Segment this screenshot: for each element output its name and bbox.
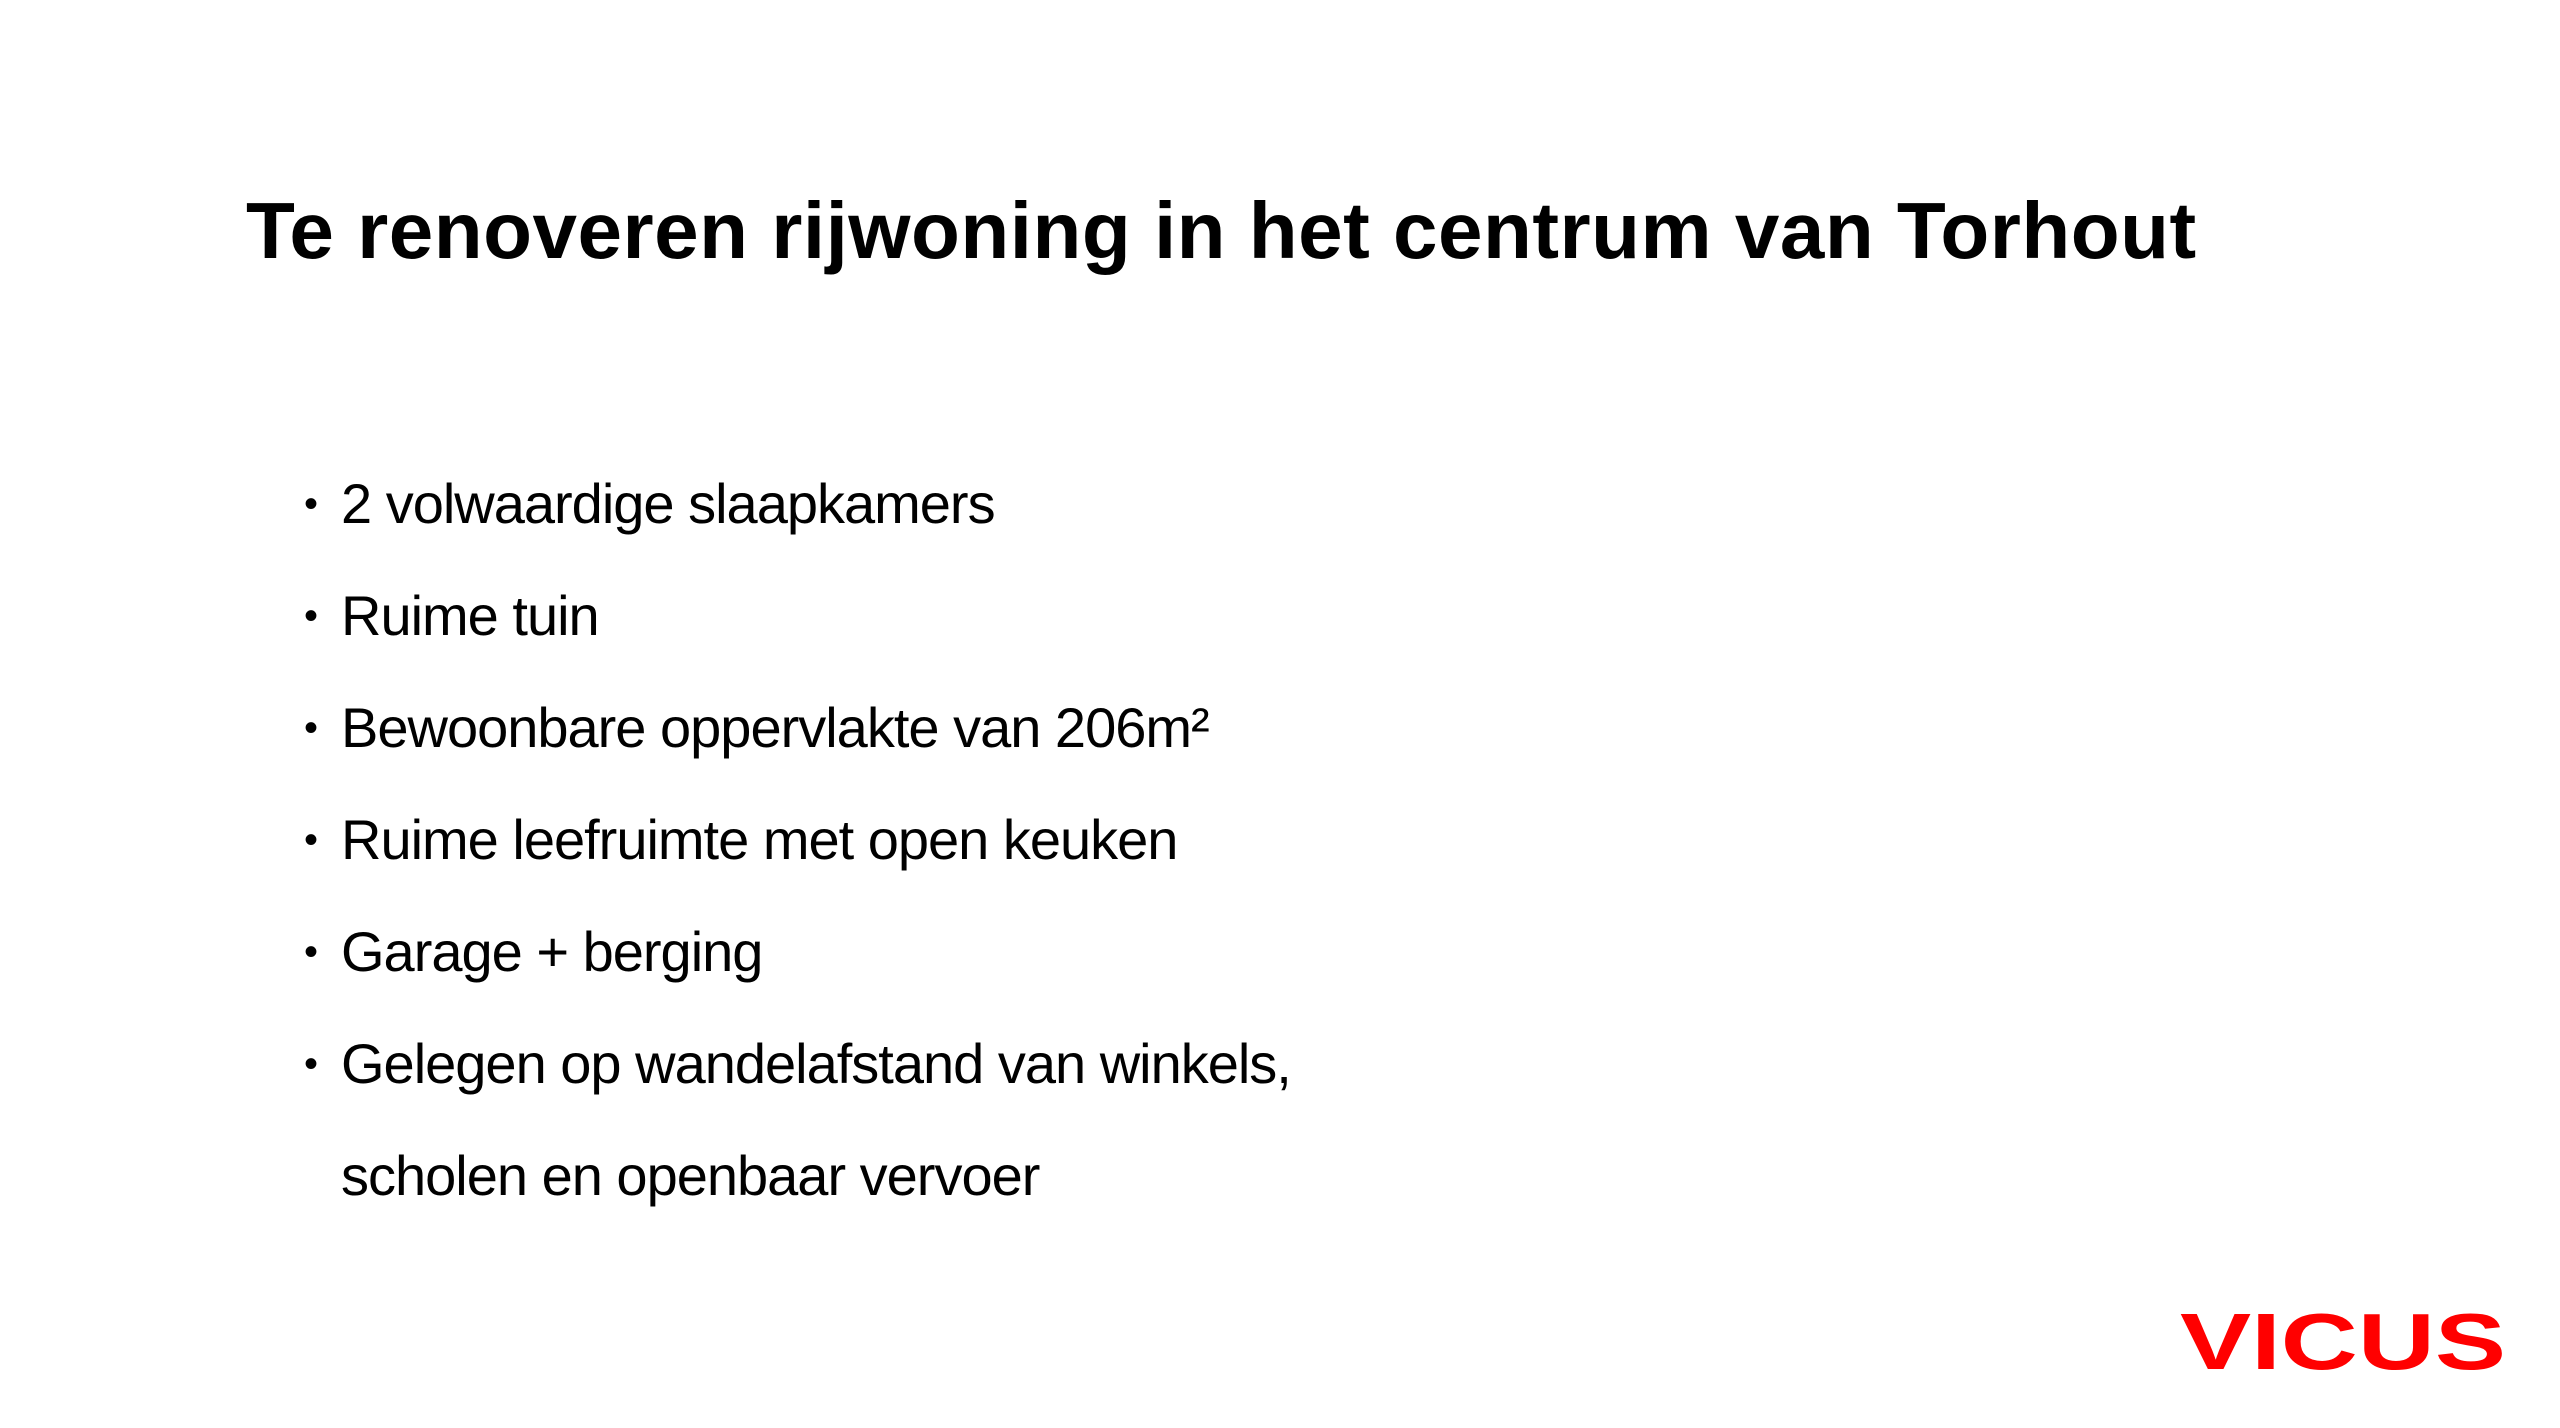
- list-item: [300, 784, 1291, 896]
- feature-text: Bewoonbare oppervlakte van 206m²: [341, 696, 1209, 759]
- bullet-icon: •: [304, 1042, 318, 1086]
- feature-text: Garage + berging: [341, 920, 763, 983]
- feature-text: Ruime tuin: [341, 584, 599, 647]
- feature-text: Ruime leefruimte met open keuken: [341, 808, 1178, 871]
- bullet-icon: •: [304, 706, 318, 750]
- bullet-icon: •: [304, 818, 318, 862]
- bullet-icon: •: [304, 930, 318, 974]
- feature-text: Gelegen op wandelafstand van winkels,: [341, 1032, 1291, 1095]
- bullet-icon: •: [304, 482, 318, 526]
- list-item: [300, 672, 1291, 784]
- list-item: [300, 896, 1291, 1008]
- vicus-logo: [2178, 1305, 2508, 1377]
- feature-text-continued: scholen en openbaar vervoer: [341, 1144, 1040, 1207]
- feature-text: 2 volwaardige slaapkamers: [341, 472, 995, 535]
- feature-list: [300, 448, 1291, 1232]
- page-title: Te renoveren rijwoning in het centrum van Torhout: [246, 186, 2197, 275]
- list-item: [300, 1008, 1291, 1232]
- logo-text: VICUS: [2180, 1305, 2506, 1377]
- bullet-icon: •: [304, 594, 318, 638]
- list-item: [300, 448, 1291, 560]
- list-item: [300, 560, 1291, 672]
